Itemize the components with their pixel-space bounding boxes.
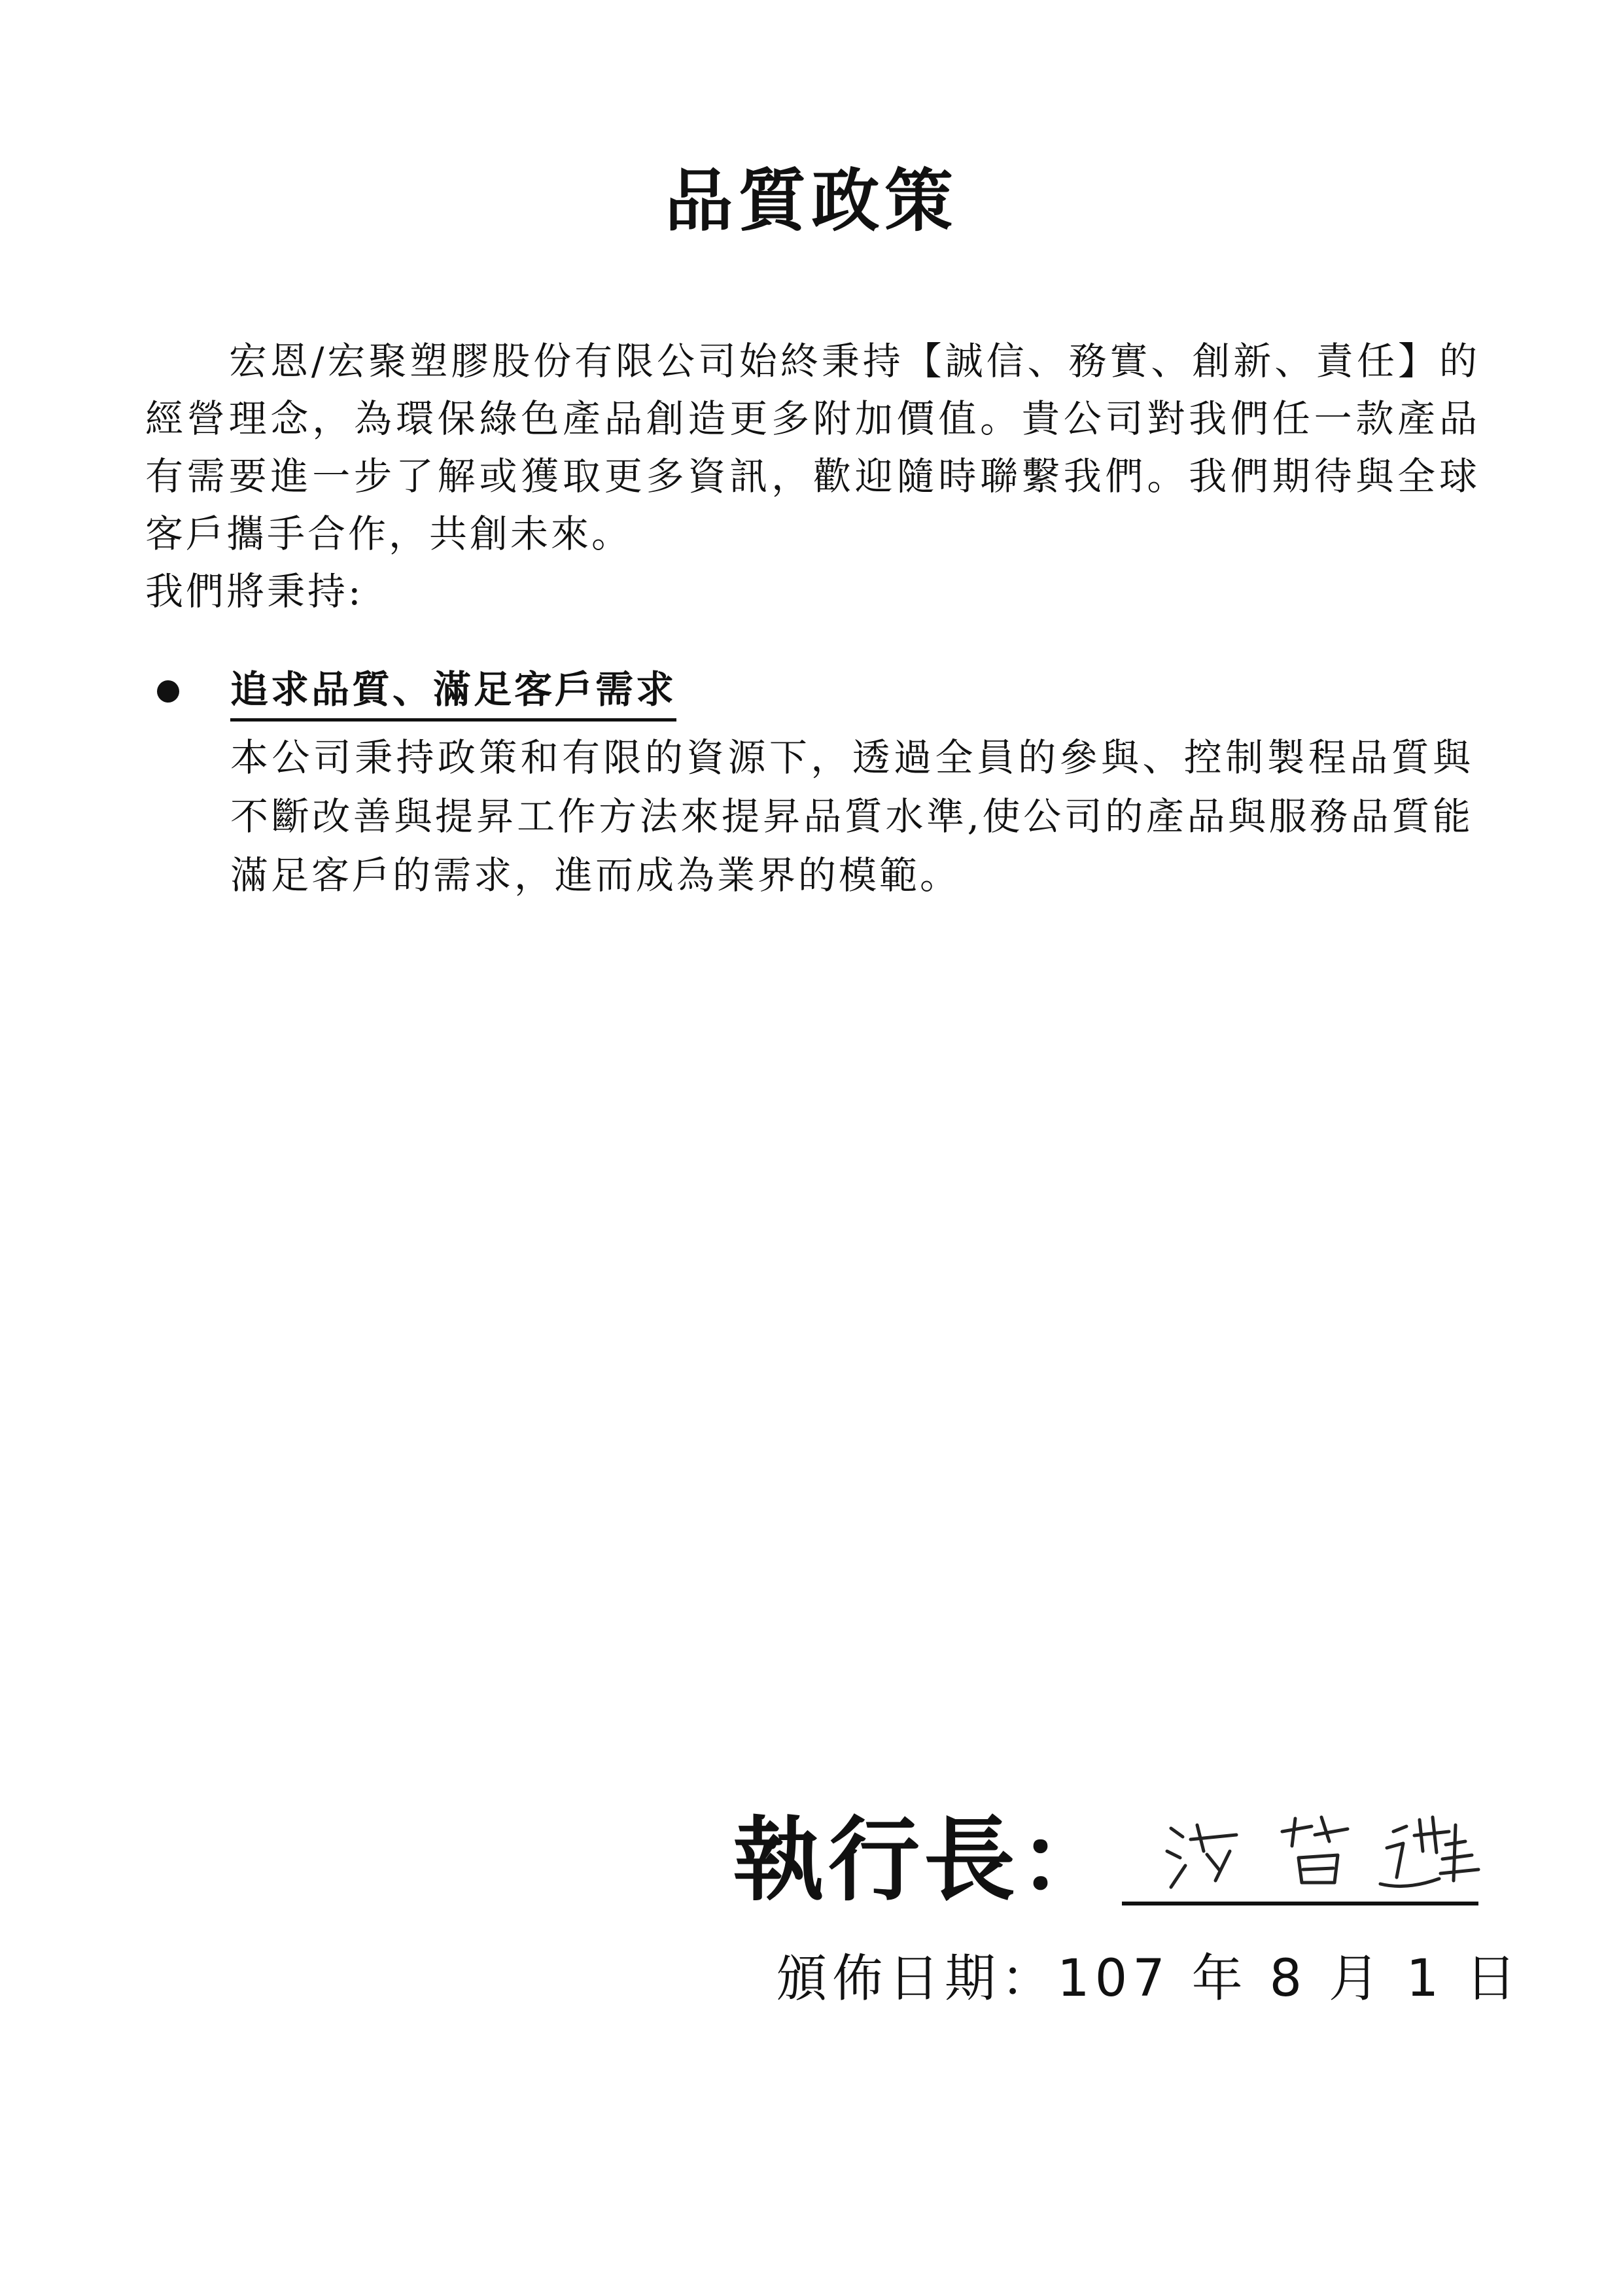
bullet-icon: [157, 680, 179, 703]
commitment-lead: 我們將秉持:: [145, 569, 364, 614]
policy-item-header: [145, 661, 1480, 722]
signature-block: [733, 1805, 1478, 1917]
policy-item-heading: 追求品質、滿足客戶需求: [230, 661, 676, 722]
policy-item-body: 本公司秉持政策和有限的資源下，透過全員的參與、控制製程品質與不斷改善與提昇工作方法來提昇品質水準,使公司的產品與服務品質能滿足客戶的需求，進而成為業界的模範。: [230, 735, 1473, 897]
intro-section: [145, 332, 1480, 620]
policy-item: [145, 661, 1480, 905]
intro-paragraph: 宏恩/宏聚塑膠股份有限公司始終秉持【誠信、務實、創新、責任】的經營理念，為環保綠色產品創造更多附加價值。貴公司對我們任一款產品有需要進一步了解或獲取更多資訊，歡迎隨時聯繫我們。我們期待與全球客戶攜手合作，共創未來。: [145, 339, 1480, 556]
signature-line: [1122, 1902, 1478, 1905]
promulgation-date: 頒佈日期：107 年 8 月 1 日: [776, 1949, 1522, 2008]
document-title: 品質政策: [665, 160, 958, 241]
signature-label: 執行長：: [733, 1807, 1115, 1914]
signature-drawing: [1158, 1805, 1498, 1904]
handwritten-signature: [1158, 1805, 1498, 1904]
